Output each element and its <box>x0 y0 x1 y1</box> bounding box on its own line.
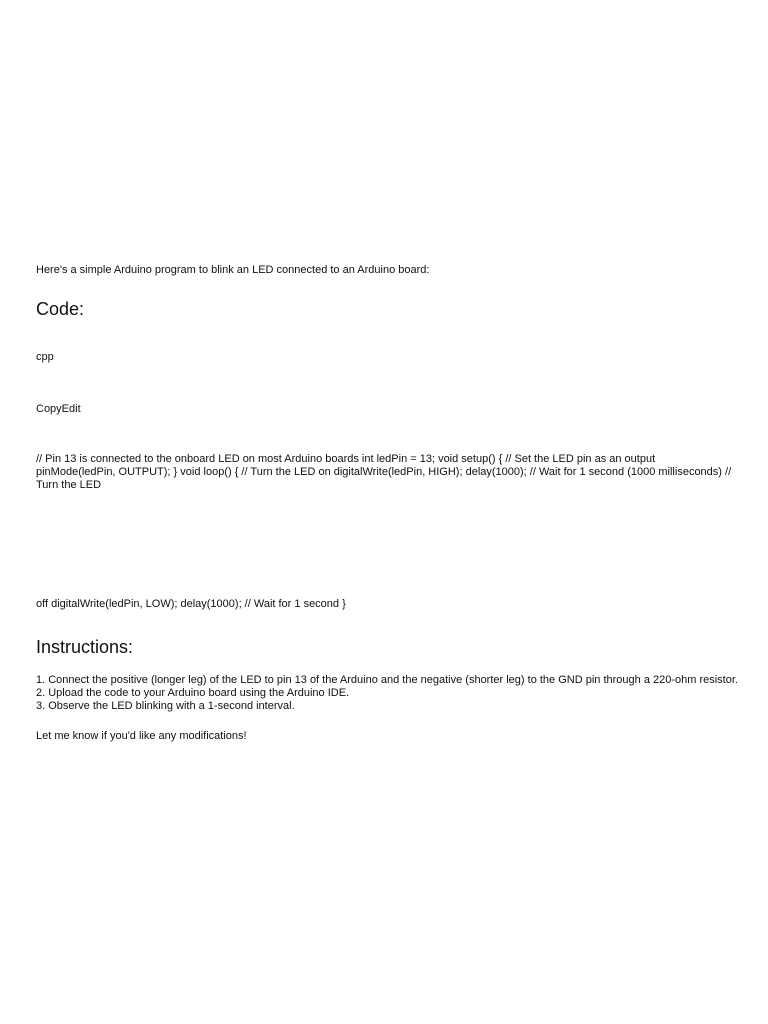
instruction-step-2: 2. Upload the code to your Arduino board using the Arduino IDE. <box>36 687 350 699</box>
instructions-list <box>36 674 746 713</box>
instructions-heading: Instructions: <box>36 637 134 657</box>
copy-code-button[interactable]: CopyEdit <box>36 403 81 415</box>
closing-text: Let me know if you'd like any modifications! <box>36 730 247 742</box>
instruction-step-1: 1. Connect the positive (longer leg) of the LED to pin 13 of the Arduino and the negative (shorter leg) to the GND pin through a 220-ohm resistor. <box>36 674 738 686</box>
code-block-text-continued: off digitalWrite(ledPin, LOW); delay(1000); // Wait for 1 second } <box>36 598 346 610</box>
intro-text: Here's a simple Arduino program to blink an LED connected to an Arduino board: <box>36 264 430 276</box>
instruction-step-3: 3. Observe the LED blinking with a 1-second interval. <box>36 700 295 712</box>
code-language-label: cpp <box>36 351 54 363</box>
code-block-text: // Pin 13 is connected to the onboard LED on most Arduino boards int ledPin = 13; void setup() { // Set the LED pin as an output pinMode(ledPin, OUTPUT); } void loop() { // Turn the LED on digitalWrite(ledPin, HIGH); delay(1000); // Wait for 1 second (1000 milliseconds) // Turn the LED <box>36 453 732 491</box>
code-heading: Code: <box>36 299 85 319</box>
